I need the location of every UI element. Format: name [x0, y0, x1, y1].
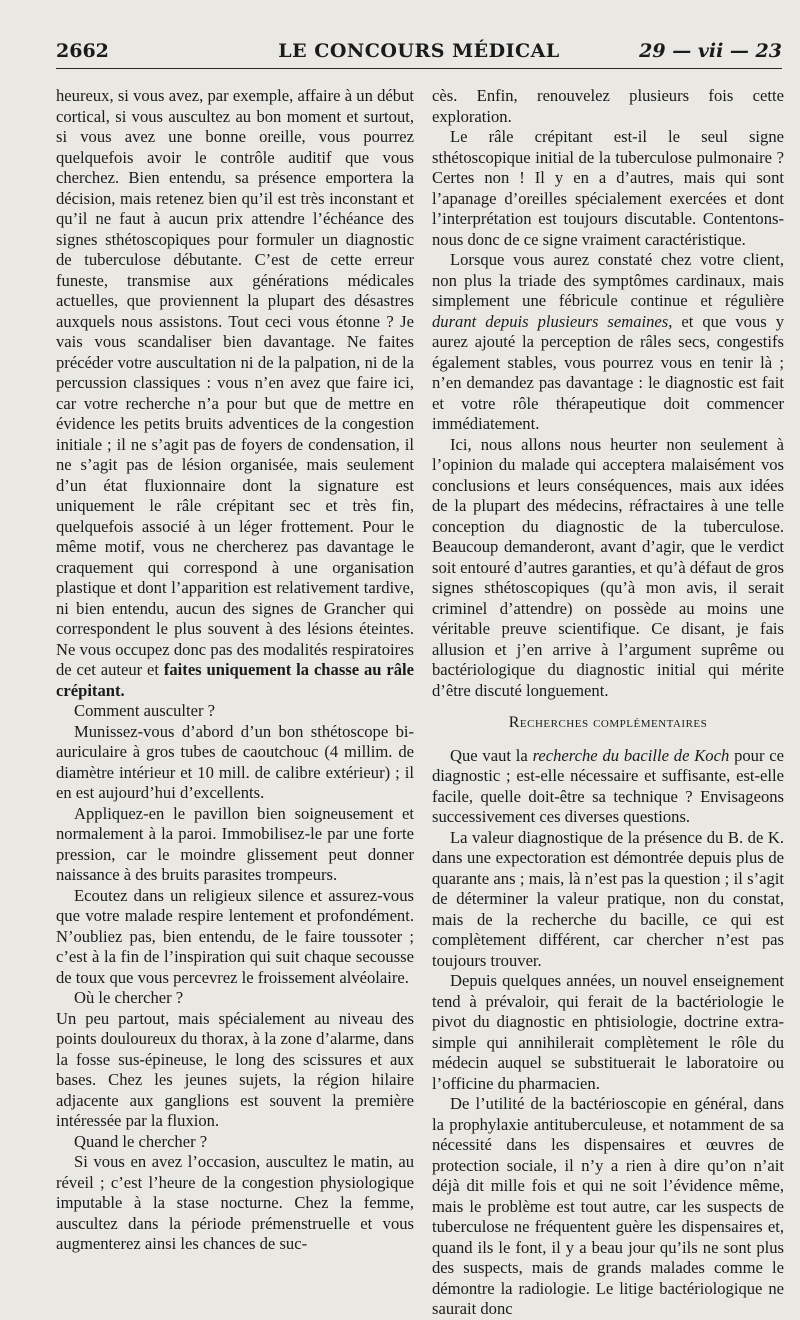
paragraph: [432, 746, 784, 828]
paragraph: Depuis quelques années, un nouvel enseignement tend à prévaloir, qui ferait de la bactériologie le pivot du diagnostic en phtisiologie, doctrine extra-simple qui annihilerait complètement le rôle du médecin auquel se substituerait le laboratoire ou l’officine du pharmacien.: [432, 971, 784, 1093]
paragraph: [56, 86, 414, 701]
paragraph: Ecoutez dans un religieux silence et assurez-vous que votre malade respire lentement et profondément. N’oubliez pas, bien entendu, de le faire toussoter ; c’est à la fin de l’inspiration qui suit chaque secousse de toux que vous percevrez le froissement alvéolaire.: [56, 885, 414, 987]
paragraph-text: pour ce diagnostic ; est-elle nécessaire et suffisante, est-elle facile, quelle doit-être sa technique ? Envisageons successivement ces diverses questions.: [432, 745, 784, 826]
paragraph: Le râle crépitant est-il le seul signe sthétoscopique initial de la tuberculose pulmonaire ? Certes non ! Il y en a d’autres, mais qui sont l’apanage d’oreilles spécialement exercées et dont l’interprétation est toujours discutable. Contentons-nous donc de ce signe vraiment caractéristique.: [432, 127, 784, 249]
paragraph: Appliquez-en le pavillon bien soigneusement et normalement à la paroi. Immobilisez-le par une forte pression, car le moindre glissement peut donner naissance à des bruits parasites trompeurs.: [56, 803, 414, 884]
journal-title: LE CONCOURS MÉDICAL: [278, 40, 560, 62]
paragraph: De l’utilité de la bactérioscopie en général, dans la prophylaxie antituberculeuse, et notamment de sa nécessité dans les dispensaires et œuvres de protection sociale, il n’y a rien à dire qu’on n’ait déjà dit mille fois et qui ne soit l’évidence même, mais le problème est tout autre, car les suspects de tuberculose ne fréquentent guère les dispensaires et, quand ils le font, il y a beau jour qu’ils ne sont plus des suspects, mais de grands malades comme le démontre la radiologie. Le litige bactériologique ne saurait donc: [432, 1094, 784, 1318]
paragraph-text: Que vaut la: [450, 745, 528, 765]
paragraph-text: heureux, si vous avez, par exemple, affaire à un début cortical, si vous auscultez au bon moment et surtout, si vous avez une bonne oreille, vous pourrez quelquefois avoir le contrôle auditif que vous cherchez. Bien entendu, sa présence emportera la décision, mais retenez bien qu’il est très inconstant et qu’il ne faut à aucun prix attendre l’échéance des signes sthétoscopiques pour formuler un diagnostic de tuberculose débutante. C’est de cette erreur funeste, transmise aux générations médicales actuelles, que proviennent la plupart des désastres auxquels nous assistons. Tout ceci vous étonne ? Je vais vous scandaliser bien davantage. Ne faites précéder votre auscultation ni de la palpation, ni de la percussion classiques : vous n’en avez que faire ici, car votre recherche n’a pour but que de mettre en évidence les petits bruits adventices de la congestion initiale ; il ne s’agit pas de foyers de condensation, il ne s’agit pas de lésion organisée, mais seulement d’un état fluxionnaire dont la signature est uniquement le râle crépitant sec et très fin, quelquefois associé à un léger frottement. Pour le même motif, vous ne chercherez pas davantage le craquement qui correspond à une organisation plastique et dont l’apparition est relativement tardive, ni bien entendu, aucun des signes de Grancher qui correspondent le plus souvent à des lésions éteintes. Ne vous occupez donc pas des modalités respiratoires de cet auteur et: [56, 86, 414, 679]
paragraph: La valeur diagnostique de la présence du B. de K. dans une expectoration est démontrée depuis plus de quarante ans ; mais, là n’est pas la question ; il s’agit de déterminer la valeur pratique, non du constat, mais de la recherche du bacille, ce qui est complètement différent, car chercher n’est pas toujours trouver.: [432, 827, 784, 970]
emphasis-italic: durant depuis plusieurs semaines: [432, 311, 669, 331]
paragraph-text: , et que vous y aurez ajouté la perception de râles secs, congestifs également stables, vous pourrez vous en tenir là ; n’en demandez pas davantage : le diagnostic est fait et votre rôle thérapeutique doit commencer immédiatement.: [432, 311, 784, 433]
emphasis-bold: faites uniquement la chasse au râle crépitant.: [56, 660, 414, 700]
page-header: [56, 38, 782, 69]
issue-date: 29 — vii — 23: [639, 40, 782, 62]
paragraph: Munissez-vous d’abord d’un bon sthétoscope bi-auriculaire à gros tubes de caoutchouc (4 millim. de diamètre intérieur et 10 mill. de calibre extérieur) ; il en est aujourd’hui d’excellents.: [56, 721, 414, 802]
paragraph: Comment ausculter ?: [74, 701, 216, 720]
paragraph: Quand le chercher ?: [74, 1131, 208, 1151]
paragraph: Où le chercher ?: [74, 988, 184, 1007]
paragraph: Si vous en avez l’occasion, auscultez le matin, au réveil ; c’est l’heure de la congestion physiologique imputable à la stase nocturne. Chez la femme, auscultez dans la période prémenstruelle et vous augmenterez ainsi les chances de suc-: [56, 1152, 414, 1253]
left-column: [56, 86, 414, 1261]
paragraph-text: Lorsque vous aurez constaté chez votre client, non plus la triade des symptômes cardinaux, mais simplement une fébricule continue et régulière: [432, 250, 784, 310]
paragraph: Ici, nous allons nous heurter non seulement à l’opinion du malade qui acceptera malaisément vos conclusions et leurs conséquences, mais aux idées de la plupart des médecins, réfractaires à une telle conception du diagnostic de la tuberculose. Beaucoup demanderont, avant d’agir, que le verdict soit entouré d’autres garanties, et qu’à défaut de gros signes sthétoscopiques (qu’à mon avis, il serait criminel d’attendre) on possède au moins une véritable preuve scientifique. Ce disant, je fais allusion et j’en arrive à l’argument suprême ou bactériologique du diagnostic initial qui mérite d’être discuté longuement.: [432, 434, 784, 700]
emphasis-italic: recherche du bacille de Koch: [532, 745, 730, 765]
right-column: [432, 86, 784, 1318]
page-number: 2662: [56, 40, 109, 62]
section-heading: Recherches complémentaires: [508, 714, 708, 731]
paragraph: Un peu partout, mais spécialement au niveau des points douloureux du thorax, à la zone d’alarme, dans la fosse sus-épineuse, le long des scissures et aux bases. Chez les jeunes sujets, la région hilaire adjacente aux ganglions est souvent la première intéressée par la fluxion.: [56, 1008, 414, 1130]
paragraph: cès. Enfin, renouvelez plusieurs fois cette exploration.: [432, 86, 784, 126]
paragraph: [432, 250, 784, 435]
